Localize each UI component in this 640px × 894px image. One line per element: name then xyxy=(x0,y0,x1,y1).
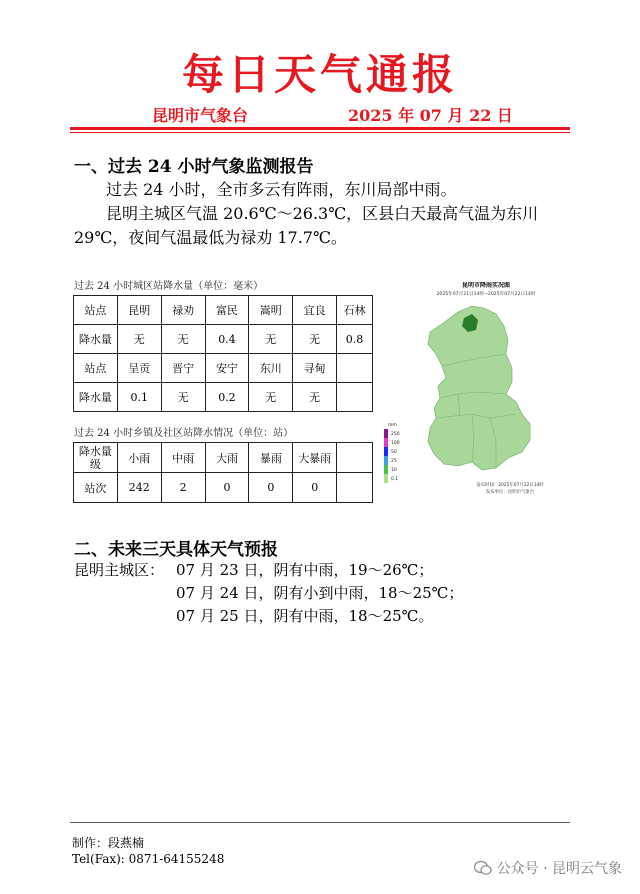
table-cell: 安宁 xyxy=(205,354,249,383)
table-cell: 无 xyxy=(161,383,205,412)
section1-paragraph-2-cont: 29℃，夜间气温最低为禄劝 17.7℃。 xyxy=(74,228,347,247)
table1-caption: 过去 24 小时城区站降水量（单位：毫米） xyxy=(74,281,264,292)
table-cell: 昆明 xyxy=(117,296,161,325)
table-cell: 暴雨 xyxy=(249,443,293,473)
legend-swatch xyxy=(384,465,388,474)
legend-swatch xyxy=(384,429,388,438)
table-row xyxy=(74,443,373,473)
map-legend xyxy=(384,423,400,483)
map-title: 昆明市降雨实况图 xyxy=(461,282,511,289)
table-cell: 0.4 xyxy=(205,325,249,354)
section1-paragraph-2: 昆明主城区气温 20.6℃～26.3℃，区县白天最高气温为东川 xyxy=(106,204,539,223)
legend-unit: mm xyxy=(388,423,397,428)
legend-label: 50 xyxy=(391,450,397,455)
table-row xyxy=(74,296,373,325)
table-cell xyxy=(337,443,373,473)
table-cell: 0.2 xyxy=(205,383,249,412)
table-cell: 0.1 xyxy=(117,383,161,412)
table-cell: 无 xyxy=(293,383,337,412)
forecast-day-2: 07 月 24 日，阴有小到中雨，18～25℃； xyxy=(176,584,464,602)
legend-label: 250 xyxy=(391,432,400,437)
township-precip-table xyxy=(73,442,373,503)
forecast-day-3: 07 月 25 日，阴有中雨，18～25℃。 xyxy=(176,607,434,625)
table-cell: 无 xyxy=(117,325,161,354)
footer-author: 制作：段燕楠 xyxy=(72,836,145,850)
rainfall-map xyxy=(380,282,580,500)
table-cell: 中雨 xyxy=(161,443,205,473)
table-cell: 无 xyxy=(293,325,337,354)
section1-paragraph-1: 过去 24 小时，全市多云有阵雨，东川局部中雨。 xyxy=(106,180,457,199)
table-cell: 晋宁 xyxy=(161,354,205,383)
legend-swatch xyxy=(384,456,388,465)
watermark xyxy=(474,858,622,878)
table-row xyxy=(74,473,373,503)
forecast-location: 昆明主城区： xyxy=(74,561,165,579)
table-cell: 降水量 xyxy=(74,383,118,412)
table-cell: 站点 xyxy=(74,354,118,383)
table-cell: 禄劝 xyxy=(161,296,205,325)
table-cell: 小雨 xyxy=(117,443,161,473)
table-cell: 0 xyxy=(205,473,249,503)
header-rule-thick xyxy=(70,127,570,130)
section1-heading: 一、过去 24 小时气象监测报告 xyxy=(74,157,314,177)
table-cell: 大雨 xyxy=(205,443,249,473)
header-rule-thin xyxy=(70,132,570,133)
table-cell: 呈贡 xyxy=(117,354,161,383)
wechat-icon xyxy=(474,860,492,876)
map-landmass xyxy=(428,306,530,470)
table-cell: 嵩明 xyxy=(249,296,293,325)
legend-label: 25 xyxy=(391,459,397,464)
legend-label: 100 xyxy=(391,441,400,446)
table-cell: 降水量级 xyxy=(74,443,118,473)
table-cell: 站点 xyxy=(74,296,118,325)
table-cell: 石林 xyxy=(337,296,373,325)
map-footer-time: 发布时间：2025年07月22日14时 xyxy=(476,483,544,488)
table-cell: 242 xyxy=(117,473,161,503)
table-cell: 宜良 xyxy=(293,296,337,325)
section2-heading: 二、未来三天具体天气预报 xyxy=(74,540,278,560)
table-cell: 站次 xyxy=(74,473,118,503)
table-cell xyxy=(337,473,373,503)
legend-label: 10 xyxy=(391,468,397,473)
table-cell xyxy=(337,383,373,412)
table-cell: 无 xyxy=(249,383,293,412)
legend-swatch xyxy=(384,447,388,456)
urban-precip-table xyxy=(73,295,373,412)
footer-rule xyxy=(70,822,570,823)
legend-swatch xyxy=(384,438,388,447)
report-title: 每日天气通报 xyxy=(181,50,458,99)
issuing-org: 昆明市气象台 xyxy=(152,106,249,125)
table-row xyxy=(74,354,373,383)
watermark-text: 公众号 · 昆明云气象 xyxy=(496,861,622,877)
map-footer-org: 发布单位：昆明市气象台 xyxy=(485,490,535,495)
table-cell: 0 xyxy=(249,473,293,503)
report-date: 2025 年 07 月 22 日 xyxy=(348,106,513,125)
legend-label: 0.1 xyxy=(391,477,399,482)
table-cell: 无 xyxy=(249,325,293,354)
table-cell: 降水量 xyxy=(74,325,118,354)
legend-swatch xyxy=(384,474,388,483)
table-cell: 2 xyxy=(161,473,205,503)
table2-caption: 过去 24 小时乡镇及社区站降水情况（单位：站） xyxy=(74,428,294,439)
map-period: 2025年07月21日14时~2025年07月22日14时 xyxy=(436,292,536,297)
table-cell: 大暴雨 xyxy=(293,443,337,473)
table-cell: 寻甸 xyxy=(293,354,337,383)
table-row xyxy=(74,325,373,354)
forecast-day-1: 07 月 23 日，阴有中雨，19～26℃； xyxy=(176,561,434,579)
table-cell: 无 xyxy=(161,325,205,354)
footer-tel: Tel(Fax): 0871-64155248 xyxy=(72,852,225,866)
table-cell: 0 xyxy=(293,473,337,503)
table-row xyxy=(74,383,373,412)
table-cell: 富民 xyxy=(205,296,249,325)
table-cell: 0.8 xyxy=(337,325,373,354)
table-cell: 东川 xyxy=(249,354,293,383)
table-cell xyxy=(337,354,373,383)
